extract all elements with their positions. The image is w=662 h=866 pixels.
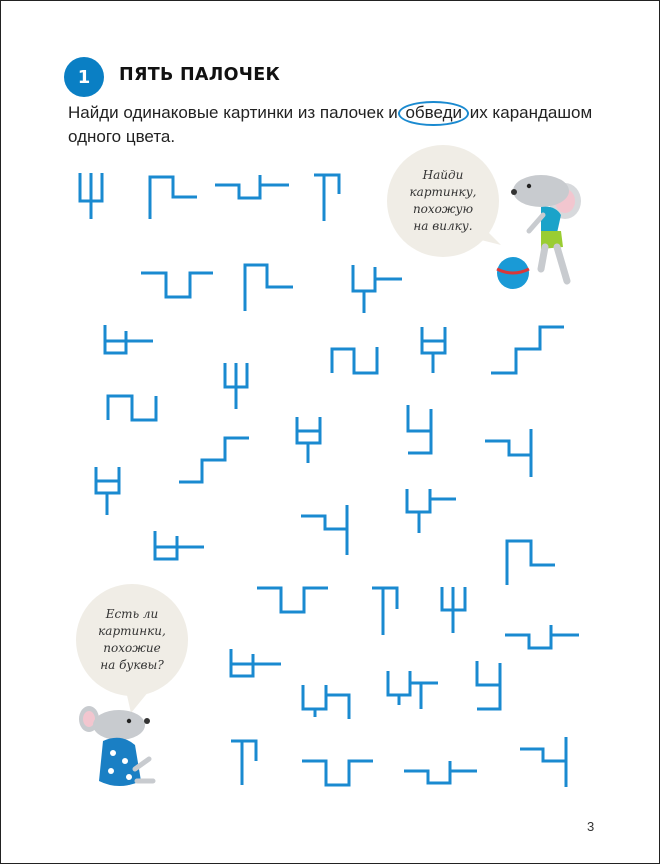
stick-figure — [477, 661, 500, 709]
stick-figure — [257, 588, 328, 612]
stick-figure — [303, 685, 349, 719]
mouse-legs — [541, 247, 567, 281]
stick-figure — [302, 761, 373, 785]
stick-figure — [407, 489, 456, 533]
speech-bubble-bottom-text: Есть ли картинки, похожие на буквы? — [98, 607, 166, 672]
illustration-layer — [1, 1, 660, 864]
instruction-text-start: Найди одинаковые картинки из палочек и — [68, 103, 403, 122]
stick-figure — [225, 363, 247, 409]
stick-figure — [301, 505, 347, 555]
stick-figure — [179, 438, 249, 482]
stick-figure — [442, 587, 465, 633]
stick-figure — [314, 175, 339, 221]
bubble-tail-bottom — [126, 691, 149, 713]
stick-figure — [353, 265, 402, 313]
stick-figure — [141, 273, 213, 297]
bubble-tail-top — [469, 221, 501, 245]
stick-figure — [388, 671, 438, 709]
mouse-dress — [99, 738, 141, 786]
mouse-head — [513, 175, 569, 207]
task-number: 1 — [77, 66, 91, 88]
dress-dot — [126, 774, 132, 780]
page-number: 3 — [587, 819, 595, 834]
instruction-text-end: их карандашом одного цвета. — [68, 103, 593, 146]
task-title: ПЯТЬ ПАЛОЧЕК — [119, 65, 281, 85]
stick-figure — [408, 405, 431, 453]
stick-figure — [108, 396, 156, 420]
stick-figure — [80, 173, 102, 219]
stick-figure — [491, 327, 564, 373]
stick-figure — [155, 531, 204, 559]
stick-figure — [297, 417, 320, 463]
mouse-eye — [127, 719, 131, 723]
stick-figure — [520, 737, 566, 787]
mouse-with-ball-illustration — [497, 175, 581, 289]
dress-dot — [122, 758, 128, 764]
stick-figure — [96, 467, 119, 515]
speech-bubble-top-text: Найди картинку, похожую на вилку. — [409, 168, 477, 233]
mouse-eye — [527, 184, 531, 188]
stick-figure — [485, 429, 531, 477]
circled-word-text: обведи — [405, 103, 462, 122]
mouse-head — [93, 710, 145, 740]
mouse-nose — [511, 189, 517, 195]
stick-figure — [245, 265, 293, 311]
mouse-in-dress-illustration — [79, 706, 153, 786]
stick-figure — [422, 327, 445, 373]
stick-figure — [215, 175, 289, 198]
dress-dot — [108, 768, 114, 774]
stick-figure — [231, 741, 256, 785]
stick-figure — [507, 541, 555, 585]
stick-figure — [231, 649, 281, 676]
mouse-nose — [144, 718, 150, 724]
dress-dot — [110, 750, 116, 756]
stick-figure — [105, 325, 153, 353]
stick-figure — [404, 761, 477, 783]
mouse-arm — [529, 215, 543, 231]
stick-figure — [505, 625, 579, 648]
stick-figure — [372, 588, 397, 635]
stick-figure — [332, 347, 377, 373]
stick-figure — [150, 177, 197, 219]
